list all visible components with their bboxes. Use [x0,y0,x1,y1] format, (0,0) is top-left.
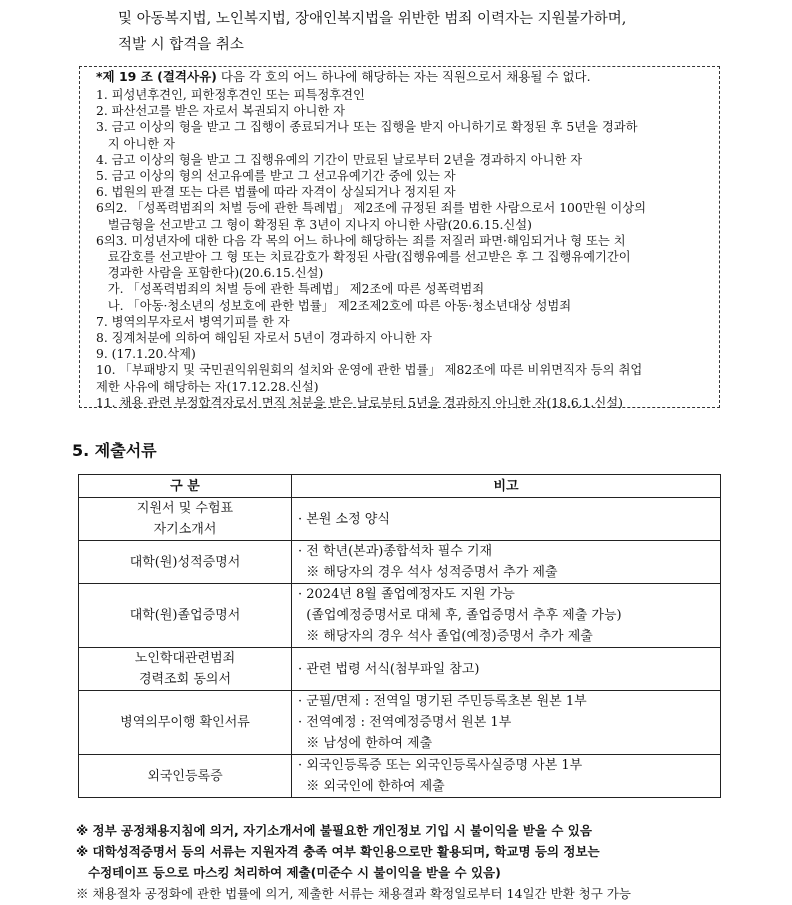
document-name: 대학(원)졸업증명서 [129,608,241,623]
document-name: 지원서 및 수험표 [136,501,234,516]
note-line: ※ 대학성적증명서 등의 서류는 지원자격 충족 여부 확인용으로만 활용되며, 학교명 등의 정보는 [76,844,600,859]
list-item: 6의3. 미성년자에 대한 다음 각 목의 어느 하나에 해당하는 죄를 저질러 파면·해임되거나 형 또는 치 [96,233,626,248]
remark-line: · 본원 소정 양식 [298,511,390,527]
article-title: *제 19 조 (결격사유) [96,69,217,84]
column-header-remarks: 비고 [292,475,721,498]
documents-table [78,474,721,798]
remarks-cell [292,498,721,541]
list-item: 1. 피성년후견인, 피한정후견인 또는 피특정후견인 [96,88,365,102]
remark-line: · 전 학년(본과)종합석차 필수 기재 [298,544,493,559]
document-name-cell [79,691,292,755]
list-item: 벌금형을 선고받고 그 형이 확정된 후 3년이 지나지 아니한 사람(20.6.15.신설) [96,217,532,232]
list-item: 제한 사유에 해당하는 자(17.12.28.신설) [96,379,319,394]
document-name: 경력조회 동의서 [138,672,232,687]
document-name: 노인학대관련범죄 [134,651,236,666]
document-name-cell [79,648,292,691]
remark-line: ※ 해당자의 경우 석사 졸업(예정)증명서 추가 제출 [298,629,593,644]
disqualification-list [96,87,713,411]
table-row [79,498,721,541]
note-line: ※ 채용절차 공정화에 관한 법률에 의거, 제출한 서류는 채용결과 확정일로부터 14일간 반환 청구 가능 [76,886,631,901]
document-name: 외국인등록증 [147,768,223,784]
remark-line: · 군필/면제 : 전역일 명기된 주민등록초본 원본 1부 [298,694,587,709]
article-intro: 다음 각 호의 어느 하나에 해당하는 자는 직원으로서 채용될 수 없다. [216,69,591,84]
list-item: 나. 「아동·청소년의 성보호에 관한 법률」 제2조제2호에 따른 아동·청소년대상 성범죄 [96,298,572,313]
list-item: 6의2. 「성폭력범죄의 처벌 등에 관한 특례법」 제2조에 규정된 죄를 범한 사람으로서 100만원 이상의 [96,201,646,216]
remark-line: · 전역예정 : 전역예정증명서 원본 1부 [298,715,512,730]
list-item: 료감호를 선고받아 그 형 또는 치료감호가 확정된 사람(집행유예를 선고받은 후 그 집행유예기간이 [96,250,631,265]
list-item: 9. (17.1.20.삭제) [96,347,196,362]
intro-paragraph [118,6,768,58]
list-item: 2. 파산선고를 받은 자로서 복권되지 아니한 자 [96,104,346,119]
remarks-cell [292,584,721,648]
list-item: 7. 병역의무자로서 병역기피를 한 자 [96,314,290,329]
table-body [79,498,721,798]
list-item: 10. 「부패방지 및 국민권익위원회의 설치와 운영에 관한 법률」 제82조에 따른 비위면직자 등의 취업 [96,363,643,378]
document-name: 대학(원)성적증명서 [129,554,241,570]
remarks-cell [292,648,721,691]
note-line: ※ 정부 공정채용지침에 의거, 자기소개서에 불필요한 개인정보 기입 시 불이익을 받을 수 있음 [76,823,592,838]
document-name-cell [79,755,292,798]
remark-line: ※ 외국인에 한하여 제출 [298,779,445,794]
remarks-cell [292,755,721,798]
note-line: 수정테이프 등으로 마스킹 처리하여 제출(미준수 시 불이익을 받을 수 있음) [88,865,501,880]
remark-line: · 2024년 8월 졸업예정자도 지원 가능 [298,587,515,602]
table-row [79,755,721,798]
document-name-cell [79,584,292,648]
document-name: 병역의무이행 확인서류 [120,715,250,730]
intro-line: 및 아동복지법, 노인복지법, 장애인복지법을 위반한 범죄 이력자는 지원불가하며, [118,11,627,27]
document-name: 자기소개서 [153,522,217,537]
remark-line: · 관련 법령 서식(첨부파일 참고) [298,661,480,677]
section-title: 5. 제출서류 [72,441,157,460]
list-item: 경과한 사람을 포함한다)(20.6.15.신설) [96,266,324,281]
table-row [79,541,721,584]
intro-line: 적발 시 합격을 취소 [118,37,244,53]
remark-line: · 외국인등록증 또는 외국인등록사실증명 사본 1부 [298,758,583,773]
remark-line: ※ 해당자의 경우 석사 성적증명서 추가 제출 [298,565,558,580]
table-row [79,648,721,691]
list-item: 4. 금고 이상의 형을 받고 그 집행유예의 기간이 만료된 날로부터 2년을 경과하지 아니한 자 [96,152,583,167]
list-item: 3. 금고 이상의 형을 받고 그 집행이 종료되거나 또는 집행을 받지 아니하기로 확정된 후 5년을 경과하 [96,120,638,135]
notes [76,820,726,904]
remarks-cell [292,691,721,755]
list-item: 6. 법원의 판결 또는 다른 법률에 따라 자격이 상실되거나 정지된 자 [96,185,456,200]
list-item: 가. 「성폭력범죄의 처벌 등에 관한 특례법」 제2조에 따른 성폭력범죄 [96,282,485,297]
table-row [79,584,721,648]
column-header-category: 구 분 [79,475,292,498]
disqualification-box [79,66,720,408]
remark-line: (졸업예정증명서로 대체 후, 졸업증명서 추후 제출 가능) [298,608,622,623]
box-heading [96,68,713,85]
list-item: 지 아니한 자 [96,136,175,151]
table-row [79,691,721,755]
table-header-row [79,475,721,498]
list-item: 11. 채용 관련 부정합격자로서 면직 처분을 받은 날로부터 5년을 경과하지 아니한 자(18.6.1.신설) [96,395,623,410]
list-item: 8. 징계처분에 의하여 해임된 자로서 5년이 경과하지 아니한 자 [96,331,432,346]
document-name-cell [79,498,292,541]
remark-line: ※ 남성에 한하여 제출 [298,736,433,751]
document-name-cell [79,541,292,584]
remarks-cell [292,541,721,584]
list-item: 5. 금고 이상의 형의 선고유예를 받고 그 선고유예기간 중에 있는 자 [96,169,456,184]
